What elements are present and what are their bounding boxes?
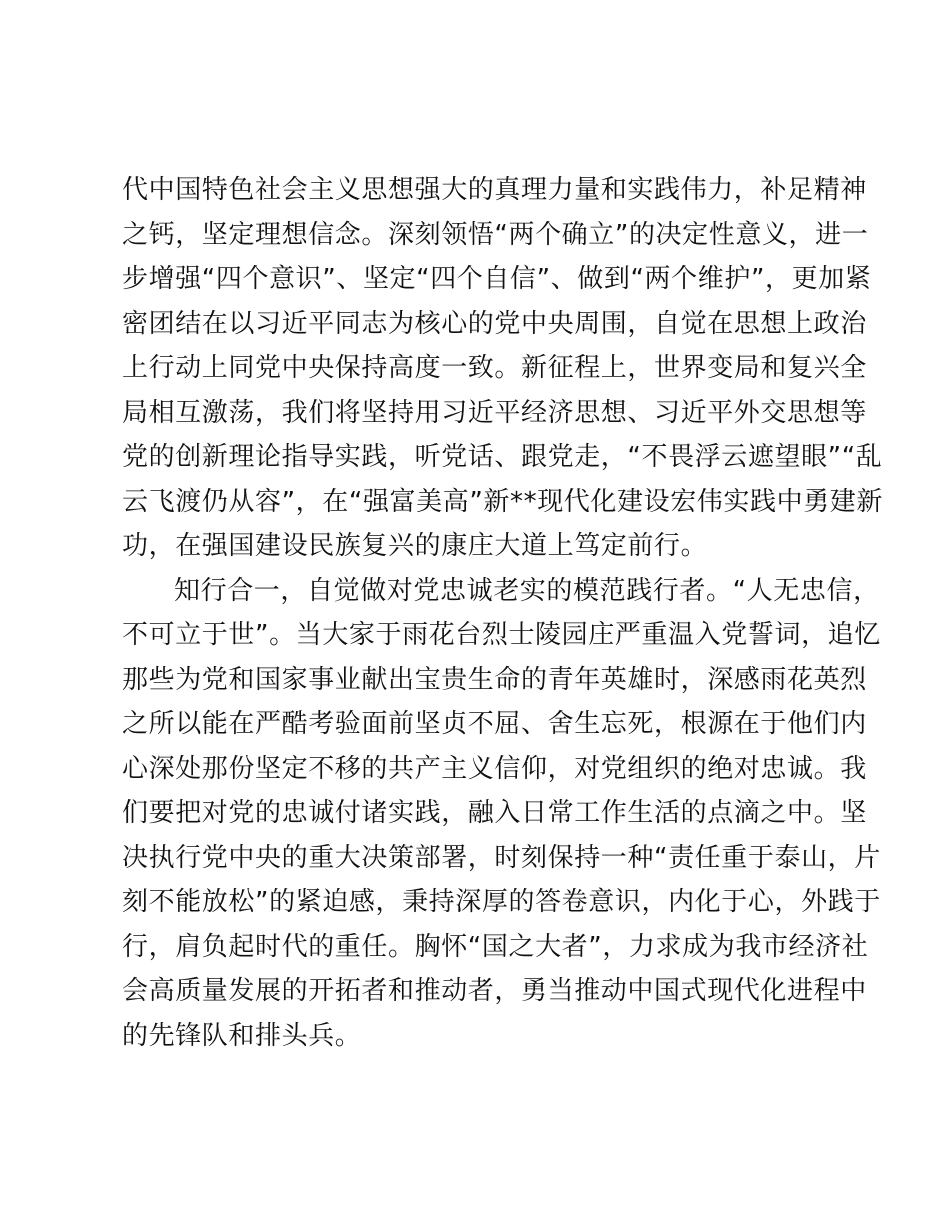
text-line: 党的创新理论指导实践，听党话、跟党走，“不畏浮云遮望眼”“乱: [122, 442, 883, 472]
text-line: 密团结在以习近平同志为核心的党中央周围，自觉在思想上政治: [122, 308, 867, 339]
text-line: 会高质量发展的开拓者和推动者，勇当推动中国式现代化进程中: [122, 976, 867, 1006]
text-line: 功，在强国建设民族复兴的康庄大道上笃定前行。: [122, 531, 708, 561]
text-line: 步增强“四个意识”、坚定“四个自信”、做到“两个维护”，更加紧: [122, 264, 872, 294]
document-body: [122, 168, 884, 1058]
text-line: 云飞渡仍从容”，在“强富美高”新**现代化建设宏伟实践中勇建新: [122, 486, 884, 517]
text-line: 局相互激荡，我们将坚持用习近平经济思想、习近平外交思想等: [122, 397, 867, 428]
text-line: 行，肩负起时代的重任。胸怀“国之大者”，力求成为我市经济社: [122, 931, 869, 962]
text-line: 上行动上同党中央保持高度一致。新征程上，世界变局和复兴全: [122, 353, 867, 383]
text-line: 心深处那份坚定不移的共产主义信仰，对党组织的绝对忠诚。我: [122, 753, 867, 784]
text-line: 们要把对党的忠诚付诸实践，融入日常工作生活的点滴之中。坚: [122, 798, 867, 828]
text-line: 决执行党中央的重大决策部署，时刻保持一种“责任重于泰山，片: [122, 842, 881, 873]
text-line: 之钙，坚定理想信念。深刻领悟“两个确立”的决定性意义，进一: [122, 219, 869, 250]
text-line: 那些为党和国家事业献出宝贵生命的青年英雄时，深感雨花英烈: [122, 664, 867, 695]
text-line: 不可立于世”。当大家于雨花台烈士陵园庄严重温入党誓词，追忆: [122, 620, 881, 650]
text-line: 知行合一，自觉做对党忠诚老实的模范践行者。“人无忠信，: [174, 575, 880, 606]
paragraph-1: [122, 168, 884, 569]
text-line: 之所以能在严酷考验面前坚贞不屈、舍生忘死，根源在于他们内: [122, 709, 867, 739]
paragraph-2: [122, 569, 881, 1059]
text-line: 代中国特色社会主义思想强大的真理力量和实践伟力，补足精神: [122, 175, 867, 205]
text-line: 刻不能放松”的紧迫感，秉持深厚的答卷意识，内化于心，外践于: [122, 887, 881, 917]
text-line: 的先锋队和排头兵。: [122, 1020, 362, 1051]
